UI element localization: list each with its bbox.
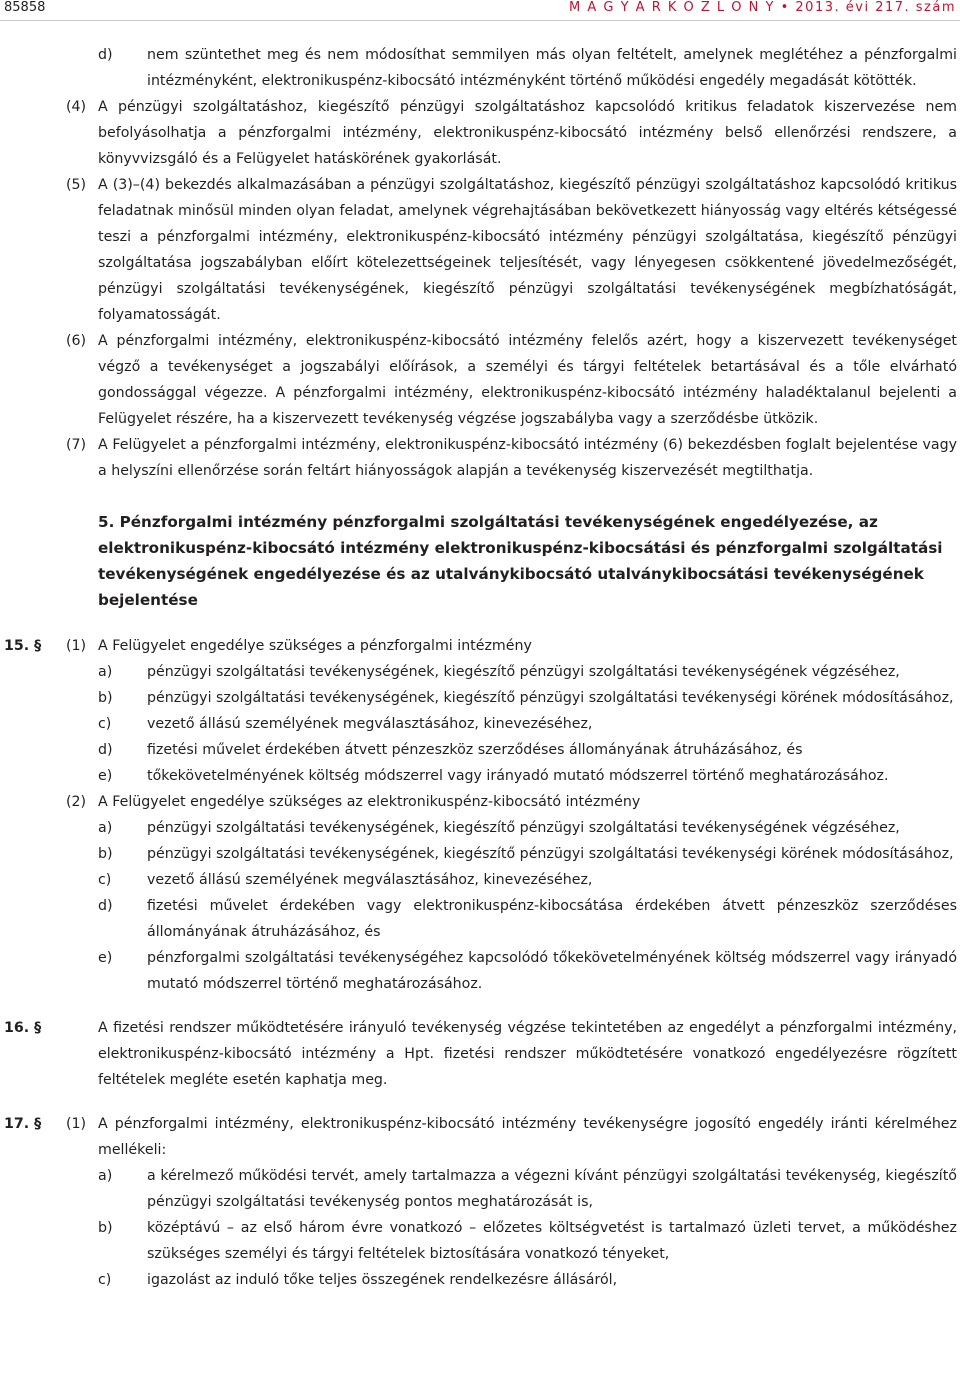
list-item (0, 1215, 960, 1267)
list-item (0, 841, 960, 867)
paragraph-number: (1) (66, 638, 87, 654)
paragraph-text: A pénzforgalmi intézmény, elektronikuspénz-kibocsátó intézmény tevékenységre jogosító engedély iránti kérelméhez mellékeli: (98, 1116, 957, 1158)
chapter-heading: 5. Pénzforgalmi intézmény pénzforgalmi szolgáltatási tevékenységének engedélyezése, az elektronikuspénz-kibocsátó intézmény elektronikuspénz-kibocsátási és pénzforgalmi szolgáltatási tevékenységének engedélyezése és az utalványkibocsátó utalványkibocsátási tevékenységének bejelentése (98, 513, 943, 609)
item-text: pénzügyi szolgáltatási tevékenységének, kiegészítő pénzügyi szolgáltatási tevékenységi körének módosításához, (147, 690, 954, 706)
list-item (0, 711, 960, 737)
item-text: vezető állású személyének megválasztásához, kinevezéséhez, (147, 872, 593, 888)
item-text: pénzügyi szolgáltatási tevékenységének, kiegészítő pénzügyi szolgáltatási tevékenységének végzéséhez, (147, 820, 900, 836)
page-number: 85858 (4, 0, 46, 15)
list-item (0, 945, 960, 997)
section-15 (0, 633, 960, 997)
item-text: tőkekövetelményének költség módszerrel vagy irányadó mutató módszerrel történő meghatározásához. (147, 768, 889, 784)
paragraph-number: (1) (66, 1116, 87, 1132)
list-item (0, 42, 960, 94)
paragraph-number: (6) (66, 333, 87, 349)
section-marker: 17. § (4, 1116, 42, 1132)
paragraph-1 (0, 633, 960, 659)
item-label: b) (98, 846, 113, 862)
list-item (0, 893, 960, 945)
paragraph-4 (0, 94, 960, 172)
header-rule (0, 20, 960, 21)
list-item (0, 763, 960, 789)
item-label: a) (98, 1168, 113, 1184)
paragraph-text: A pénzforgalmi intézmény, elektronikuspénz-kibocsátó intézmény felelős azért, hogy a kiszervezett tevékenységet végző a tevékenységet a jogszabályi előírások, a személyi és tárgyi feltételek betartásával és a tőle elvárható gondossággal végezze. A pénzforgalmi intézmény, elektronikuspénz-kibocsátó intézmény haladéktalanul bejelenti a Felügyelet részére, ha a kiszervezett tevékenység végzése jogszabályba vagy a szerződésbe ütközik. (98, 333, 957, 427)
item-text: pénzforgalmi szolgáltatási tevékenységéhez kapcsolódó tőkekövetelményének költség módszerrel vagy irányadó mutató módszerrel történő meghatározásához. (147, 950, 957, 992)
section-marker: 15. § (4, 638, 42, 654)
paragraph-text: A Felügyelet engedélye szükséges a pénzforgalmi intézmény (98, 638, 532, 654)
paragraph-number: (7) (66, 437, 87, 453)
item-label: d) (98, 898, 113, 914)
paragraph-7 (0, 432, 960, 484)
list-item (0, 815, 960, 841)
item-label: d) (98, 47, 113, 63)
item-text: fizetési művelet érdekében vagy elektronikuspénz-kibocsátása érdekében átvett pénzeszköz szerződéses állományának átruházásához, és (147, 898, 957, 940)
paragraph-number: (4) (66, 99, 87, 115)
paragraph-text: A pénzügyi szolgáltatáshoz, kiegészítő pénzügyi szolgáltatáshoz kapcsolódó kritikus feladatok kiszervezése nem befolyásolhatja a pénzforgalmi intézmény, elektronikuspénz-kibocsátó intézmény belső ellenőrzési rendszere, a könyvvizsgáló és a Felügyelet hatáskörének gyakorlását. (98, 99, 957, 167)
paragraph-text: A Felügyelet engedélye szükséges az elektronikuspénz-kibocsátó intézmény (98, 794, 641, 810)
paragraph-text: A (3)–(4) bekezdés alkalmazásában a pénzügyi szolgáltatáshoz, kiegészítő pénzügyi szolgáltatáshoz kapcsolódó kritikus feladatnak minősül minden olyan feladat, amelynek végrehajtásában bekövetkezett hiányosság vagy eltérés kétségessé teszi a pénzforgalmi intézmény, elektronikuspénz-kibocsátó intézmény pénzügyi szolgáltatása, kiegészítő pénzügyi szolgáltatása jogszabályban előírt kötelezettségeinek teljesítését, vagy lényegesen csökkentené jövedelmezőségét, pénzügyi szolgáltatási tevékenységének, kiegészítő pénzügyi szolgáltatási tevékenységének megbízhatóságát, folyamatosságát. (98, 177, 957, 323)
journal-title: M A G Y A R K Ö Z L Ö N Y • 2013. évi 217. szám (569, 0, 956, 15)
item-label: c) (98, 872, 112, 888)
list-item (0, 1267, 960, 1293)
item-text: a kérelmező működési tervét, amely tartalmazza a végezni kívánt pénzügyi szolgáltatási tevékenység, kiegészítő pénzügyi szolgáltatási tevékenység pontos meghatározását is, (147, 1168, 957, 1210)
list-item (0, 1163, 960, 1215)
list-item (0, 659, 960, 685)
paragraph-number: (2) (66, 794, 87, 810)
item-label: a) (98, 820, 113, 836)
item-label: b) (98, 690, 113, 706)
item-text: igazolást az induló tőke teljes összegének rendelkezésre állásáról, (147, 1272, 618, 1288)
paragraph-number: (5) (66, 177, 87, 193)
item-label: b) (98, 1220, 113, 1236)
section-marker: 16. § (4, 1020, 42, 1036)
list-item (0, 867, 960, 893)
item-label: e) (98, 768, 113, 784)
list-item (0, 685, 960, 711)
item-label: d) (98, 742, 113, 758)
page-header (0, 0, 960, 20)
item-label: c) (98, 1272, 112, 1288)
paragraph-6 (0, 328, 960, 432)
item-text: vezető állású személyének megválasztásához, kinevezéséhez, (147, 716, 593, 732)
list-item (0, 737, 960, 763)
paragraph-1 (0, 1111, 960, 1163)
paragraph-text: A Felügyelet a pénzforgalmi intézmény, elektronikuspénz-kibocsátó intézmény (6) bekezdésben foglalt bejelentése vagy a helyszíni ellenőrzése során feltárt hiányosságok alapján a tevékenység kiszervezését megtilthatja. (98, 437, 957, 479)
paragraph-2 (0, 789, 960, 815)
document-body (0, 42, 960, 1293)
section-16 (0, 1015, 960, 1093)
item-text: pénzügyi szolgáltatási tevékenységének, kiegészítő pénzügyi szolgáltatási tevékenységének végzéséhez, (147, 664, 900, 680)
item-text: nem szüntethet meg és nem módosíthat semmilyen más olyan feltételt, amelynek meglétéhez a pénzforgalmi intézményként, elektronikuspénz-kibocsátó intézményként történő működési engedély megadását kötötték. (147, 47, 957, 89)
item-label: e) (98, 950, 113, 966)
item-label: a) (98, 664, 113, 680)
item-text: pénzügyi szolgáltatási tevékenységének, kiegészítő pénzügyi szolgáltatási tevékenységi körének módosításához, (147, 846, 954, 862)
item-label: c) (98, 716, 112, 732)
section-17 (0, 1111, 960, 1293)
item-text: fizetési művelet érdekében átvett pénzeszköz szerződéses állományának átruházásához, és (147, 742, 803, 758)
paragraph-5 (0, 172, 960, 328)
item-text: középtávú – az első három évre vonatkozó – előzetes költségvetést is tartalmazó üzleti tervet, a működéshez szükséges személyi és tárgyi feltételek biztosítására vonatkozó tényeket, (147, 1220, 957, 1262)
section-text: A fizetési rendszer működtetésére irányuló tevékenység végzése tekintetében az engedélyt a pénzforgalmi intézmény, elektronikuspénz-kibocsátó intézmény a Hpt. fizetési rendszer működtetésére vonatkozó engedélyezésre rögzített feltételek megléte esetén kaphatja meg. (98, 1020, 957, 1088)
